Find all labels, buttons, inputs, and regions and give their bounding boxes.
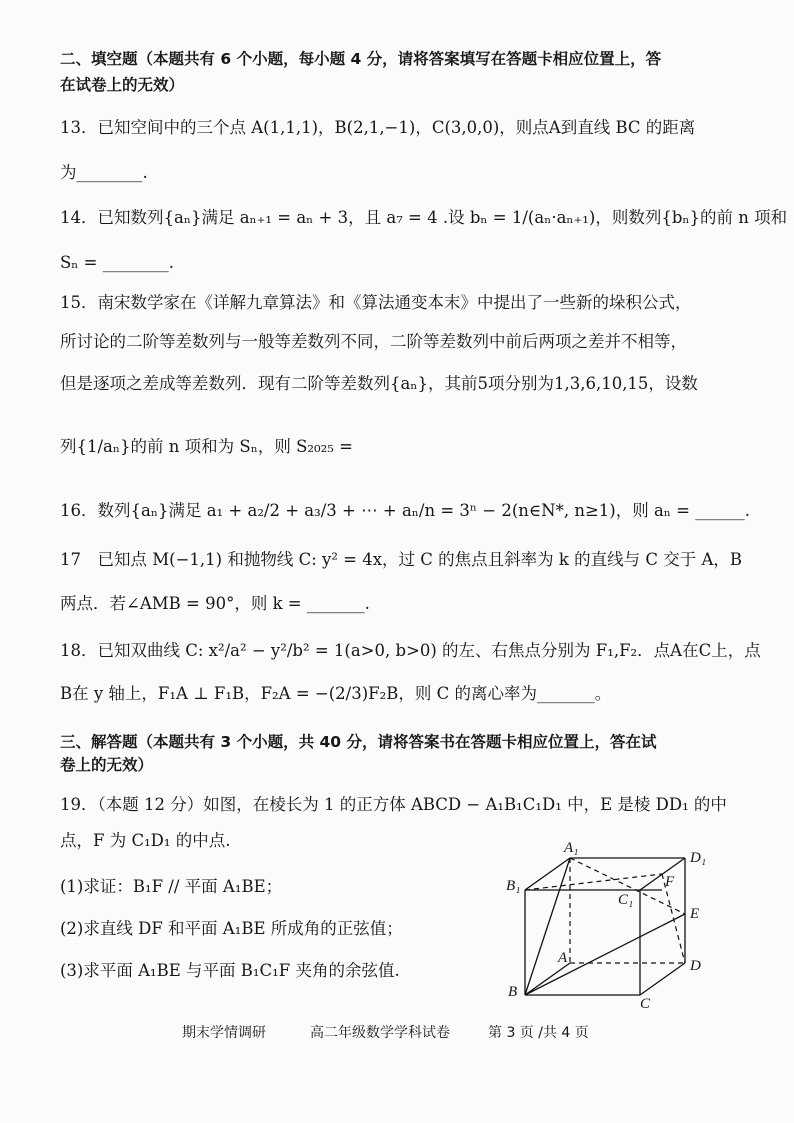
q19-line1: 19．（本题 12 分）如图，在棱长为 1 的正方体 ABCD − A₁B₁C₁D₁ 中，E 是棱 DD₁ 的中 [60, 795, 727, 814]
footer-left: 期末学情调研 [182, 1025, 266, 1041]
cube-figure [500, 838, 720, 1018]
label-b1: B₁ [506, 878, 521, 894]
q15-line2: 所讨论的二阶等差数列与一般等差数列不同，二阶等差数列中前后两项之差并不相等， [60, 332, 687, 351]
q14-line1: 14．已知数列{aₙ}满足 aₙ₊₁ = aₙ + 3，且 a₇ = 4 .设 bₙ = 1/(aₙ·aₙ₊₁)，则数列{bₙ}的前 n 项和 [60, 208, 788, 227]
label-c1: C₁ [618, 892, 634, 908]
q14-line2: Sₙ = ________. [60, 253, 175, 272]
section2-title-cont: 在试卷上的无效） [60, 76, 185, 94]
q13-line1: 13．已知空间中的三个点 A(1,1,1)，B(2,1,−1)，C(3,0,0)，则点A到直线 BC 的距离 [60, 118, 696, 137]
label-d: D [690, 958, 701, 974]
label-d1: D₁ [690, 850, 707, 866]
q17-line1: 17 已知点 M(−1,1) 和抛物线 C: y² = 4x，过 C 的焦点且斜率为 k 的直线与 C 交于 A，B [60, 550, 743, 569]
footer-middle: 高二年级数学学科试卷 [310, 1025, 450, 1041]
q15-line4: 列{1/aₙ}的前 n 项和为 Sₙ，则 S₂₀₂₅ = [60, 437, 353, 456]
section3-title: 三、解答题（本题共有 3 个小题，共 40 分，请将答案书在答题卡相应位置上，答在试 [60, 733, 657, 751]
q19-line2: 点，F 为 C₁D₁ 的中点. [60, 831, 231, 850]
line-a1b [525, 858, 570, 995]
section2-title: 二、填空题（本题共有 6 个小题，每小题 4 分，请将答案填写在答题卡相应位置上，答 [60, 50, 662, 68]
label-b: B [508, 984, 518, 1000]
q13-line2: 为________. [60, 163, 148, 182]
q17-line2: 两点．若∠AMB = 90°，则 k = _______. [60, 594, 370, 613]
cube-diagram [500, 838, 720, 1018]
q19-part1: (1)求证：B₁F // 平面 A₁BE； [60, 877, 283, 896]
q15-line1: 15．南宋数学家在《详解九章算法》和《算法通变本末》中提出了一些新的垛积公式， [60, 293, 692, 312]
label-f: F [665, 874, 675, 890]
line-be [525, 914, 685, 995]
label-a: A [558, 950, 568, 966]
q18-line1: 18．已知双曲线 C: x²/a² − y²/b² = 1(a>0, b>0) 的左、右焦点分别为 F₁,F₂．点A在C上，点 [60, 641, 761, 660]
line-ba [525, 963, 570, 995]
q15-line3: 但是逐项之差成等差数列．现有二阶等差数列{aₙ}，其前5项分别为1,3,6,10,15，设数 [60, 374, 698, 393]
q19-part3: (3)求平面 A₁BE 与平面 B₁C₁F 夹角的余弦值. [60, 961, 400, 980]
label-e: E [690, 906, 700, 922]
dashed-b1f [525, 874, 662, 890]
edge-dc [640, 963, 685, 995]
q16-line1: 16．数列{aₙ}满足 a₁ + a₂/2 + a₃/3 + ⋯ + aₙ/n = 3ⁿ − 2(n∈N*, n≥1)，则 aₙ = ______. [60, 501, 750, 520]
label-a1: A₁ [564, 840, 579, 856]
q18-line2: B在 y 轴上，F₁A ⊥ F₁B，F₂A = −(2/3)F₂B，则 C 的离心率为_______。 [60, 684, 612, 703]
q19-part2: (2)求直线 DF 和平面 A₁BE 所成角的正弦值； [60, 919, 403, 938]
label-c: C [640, 996, 651, 1012]
footer-page-number: 第 3 页 /共 4 页 [488, 1025, 589, 1041]
section3-title-cont: 卷上的无效） [60, 756, 154, 774]
